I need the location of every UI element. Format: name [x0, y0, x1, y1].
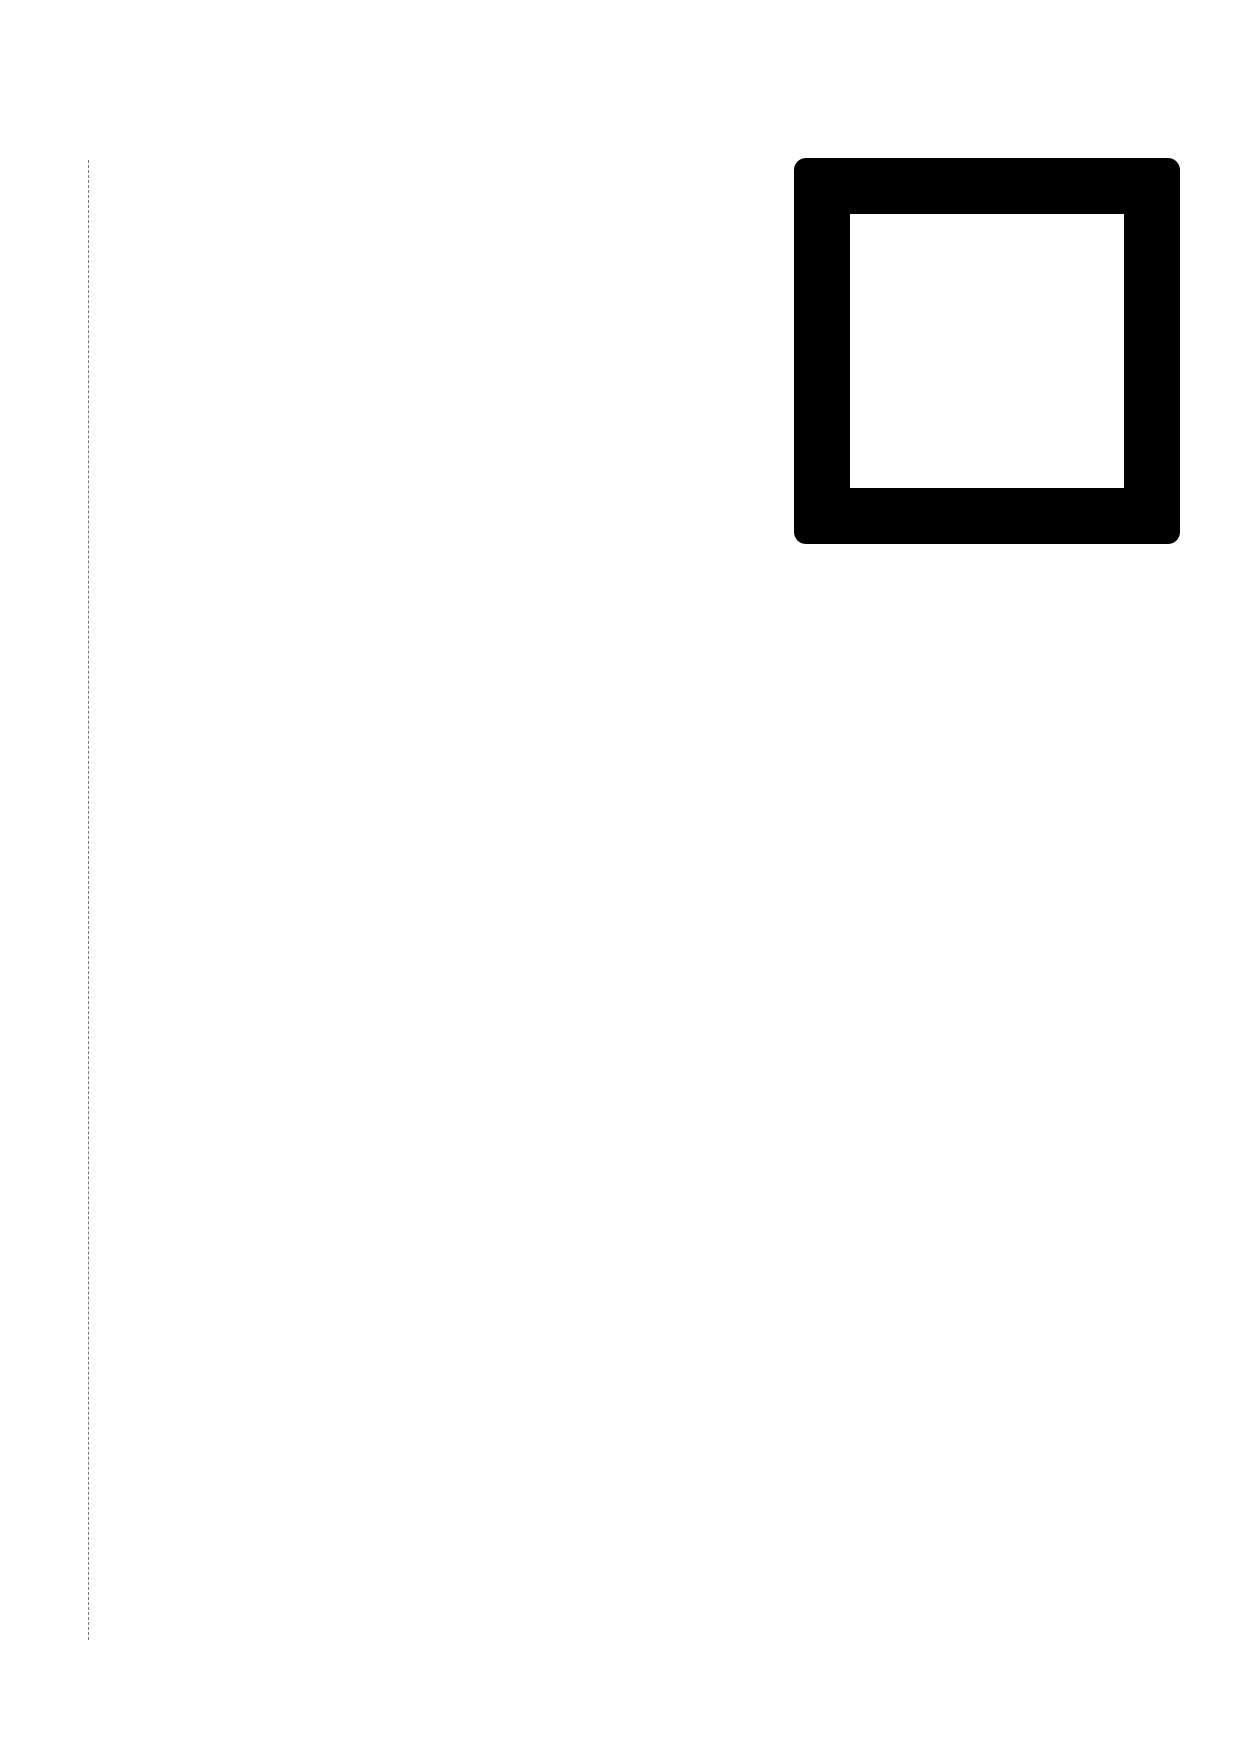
director-signature-stamp: [240, 1440, 920, 1580]
official-seal: [794, 158, 1180, 544]
binding-line: [88, 160, 89, 1640]
